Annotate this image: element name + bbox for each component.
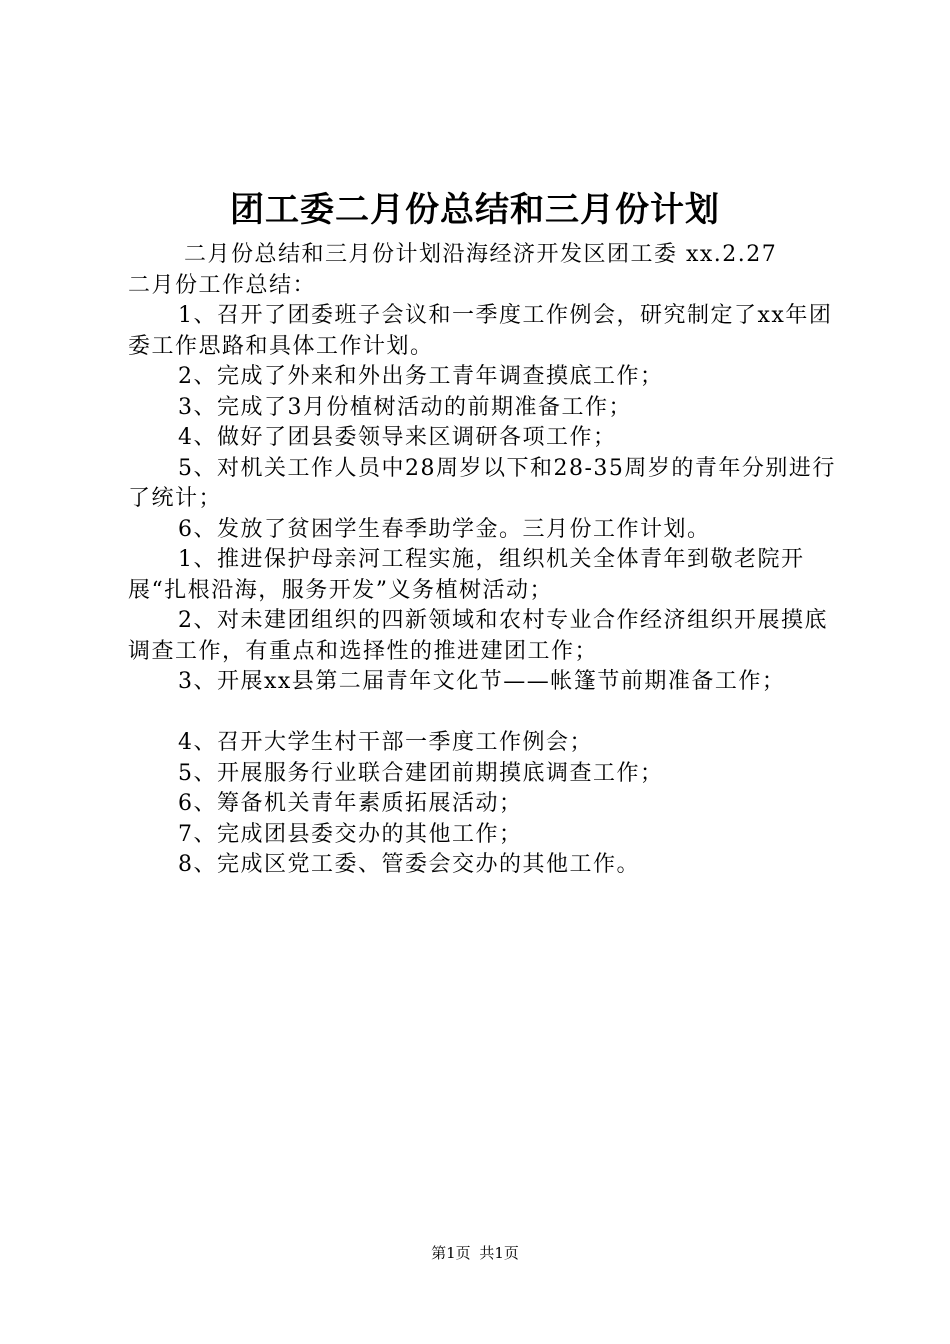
page-footer — [0, 1243, 950, 1263]
march-item-8: 8、完成区党工委、管委会交办的其他工作。 — [178, 852, 640, 877]
march-item-6: 6、筹备机关青年素质拓展活动； — [178, 791, 523, 816]
february-item-5: 5、对机关工作人员中28周岁以下和28-35周岁的青年分别进行了统计； — [128, 455, 836, 511]
page-number: 第1页 — [431, 1244, 471, 1262]
blank-line — [128, 698, 840, 729]
march-item-2: 2、对未建团组织的四新领域和农村专业合作经济组织开展摸底调查工作，有重点和选择性的推进建团工作； — [128, 608, 828, 664]
february-item-6: 6、发放了贫困学生春季助学金。三月份工作计划。 — [178, 516, 711, 542]
march-item-1: 1、推进保护母亲河工程实施，组织机关全体青年到敬老院开展“扎根沿海，服务开发”义务植树活动； — [128, 547, 805, 603]
february-item-4: 4、做好了团县委领导来区调研各项工作； — [178, 425, 617, 450]
section-heading-february: 二月份工作总结： — [128, 272, 317, 298]
page-total: 共1页 — [479, 1244, 519, 1262]
march-item-4: 4、召开大学生村干部一季度工作例会； — [178, 730, 593, 755]
february-item-2: 2、完成了外来和外出务工青年调查摸底工作； — [178, 364, 664, 389]
march-item-7: 7、完成团县委交办的其他工作； — [178, 821, 523, 847]
document-title: 团工委二月份总结和三月份计划 — [230, 190, 720, 230]
february-item-1: 1、召开了团委班子会议和一季度工作例会，研究制定了xx年团委工作思路和具体工作计划。 — [128, 303, 833, 359]
february-item-3: 3、完成了3月份植树活动的前期准备工作； — [178, 394, 632, 420]
march-item-5: 5、开展服务行业联合建团前期摸底调查工作； — [178, 760, 664, 786]
intro-line: 二月份总结和三月份计划沿海经济开发区团工委 xx.2.27 — [184, 242, 778, 267]
march-item-3: 3、开展xx县第二届青年文化节——帐篷节前期准备工作； — [178, 669, 786, 694]
document-body — [128, 240, 840, 881]
